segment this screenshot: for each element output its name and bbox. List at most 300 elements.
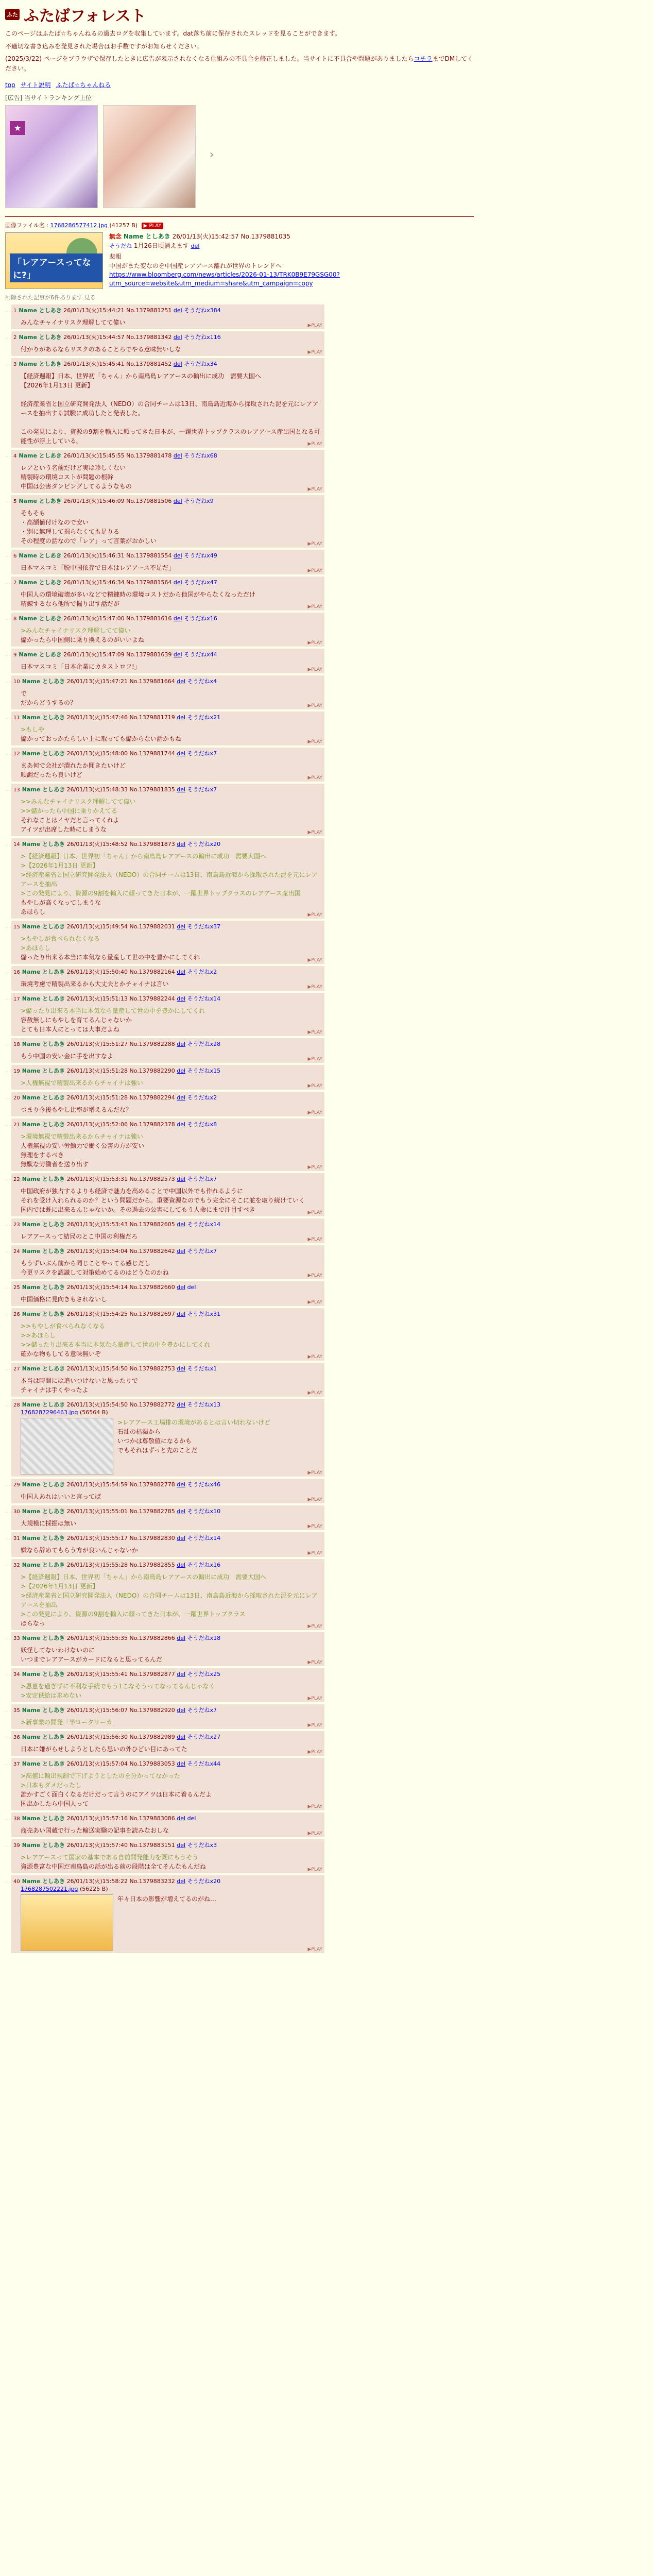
reply-sodane[interactable]: そうだねx44 [187, 1760, 221, 1768]
reply-body [21, 626, 321, 645]
reply-del-link[interactable]: del [177, 841, 186, 848]
reply-index: 19 [13, 1069, 20, 1075]
reply-line: あほらし [21, 908, 46, 916]
reply-play-button[interactable]: ▶PLAY [307, 1551, 322, 1556]
reply-del-link[interactable]: del [177, 1508, 186, 1515]
reply-del-link[interactable]: del [173, 334, 182, 341]
reply-del-link[interactable]: del [177, 714, 186, 721]
reply-number[interactable]: No.1379881719 [129, 714, 175, 721]
reply-play-button[interactable]: ▶PLAY [307, 1624, 322, 1630]
reply-body [21, 463, 321, 491]
reply-play-button[interactable]: ▶PLAY [307, 1524, 322, 1530]
reply-header [13, 1815, 321, 1823]
reply-play-button[interactable]: ▶PLAY [307, 541, 322, 547]
reply-play-button[interactable]: ▶PLAY [307, 442, 322, 447]
op-expire: 1月26日頃消えます [133, 242, 189, 249]
reply-number[interactable]: No.1379881616 [126, 615, 172, 622]
reply-number[interactable]: No.1379882778 [129, 1481, 175, 1488]
op-sodane[interactable]: そうだね [109, 242, 132, 249]
reply-sodane[interactable]: そうだねx46 [187, 1481, 221, 1488]
reply-number[interactable]: No.1379881873 [129, 841, 175, 848]
reply-play-button[interactable]: ▶PLAY [307, 775, 322, 781]
reply-sodane[interactable]: そうだねx68 [184, 452, 217, 460]
reply-datetime: 26/01/13(火)15:46:09 [63, 498, 125, 505]
reply-sodane[interactable]: そうだねx20 [187, 841, 221, 848]
op-subheader [109, 242, 474, 250]
reply-line: >高値に輸出規制で下げようとしたのを分かってなかった [21, 1772, 181, 1780]
reply-number[interactable]: No.1379881478 [126, 452, 172, 460]
reply-index: 12 [13, 751, 20, 757]
reply-sodane[interactable]: そうだねx21 [187, 714, 221, 721]
reply-sodane[interactable]: そうだねx15 [187, 1067, 221, 1075]
reply-sodane[interactable]: そうだねx34 [184, 361, 217, 368]
reply-line: 付かりがあるならリスクのあることろでやる意味無いしな [21, 346, 181, 353]
reply-post [11, 1118, 324, 1171]
reply-del-link[interactable]: del [177, 1671, 186, 1678]
op-thumbnail[interactable] [5, 232, 103, 289]
reply-body [21, 1744, 321, 1754]
reply-del-link[interactable]: del [177, 1842, 186, 1849]
reply-number[interactable]: No.1379882830 [129, 1535, 175, 1542]
reply-datetime: 26/01/13(火)15:47:46 [66, 714, 128, 721]
reply-index: 18 [13, 1042, 20, 1048]
reply-play-button[interactable]: ▶PLAY [307, 912, 322, 918]
reply-play-button[interactable]: ▶PLAY [307, 958, 322, 963]
reply-body [21, 934, 321, 962]
reply-number[interactable]: No.1379881342 [126, 334, 172, 341]
reply-wrap [5, 304, 324, 329]
op-number[interactable]: No.1379881035 [240, 233, 290, 241]
reply-index: 39 [13, 1843, 20, 1849]
reply-sodane[interactable]: そうだねx116 [184, 334, 221, 341]
reply-sodane[interactable]: del [187, 1815, 196, 1822]
reply-del-link[interactable]: del [173, 452, 182, 460]
reply-name: Name としあき [19, 361, 62, 368]
reply-play-button[interactable]: ▶PLAY [307, 350, 322, 355]
reply-line: 無駄な労働者を送り出す [21, 1161, 89, 1168]
reply-number[interactable]: No.1379883232 [129, 1878, 175, 1885]
reply-number[interactable]: No.1379882753 [129, 1365, 175, 1372]
reply-index: 37 [13, 1761, 20, 1768]
reply-body [21, 1826, 321, 1835]
reply-wrap [5, 577, 324, 611]
reply-sodane[interactable]: そうだねx14 [187, 995, 221, 1003]
reply-body [21, 1052, 321, 1061]
reply-sodane[interactable]: そうだねx16 [184, 615, 217, 622]
reply-sodane[interactable]: そうだねx7 [187, 1707, 217, 1714]
reply-sodane[interactable]: そうだねx10 [187, 1508, 221, 1515]
reply-play-button[interactable]: ▶PLAY [307, 1354, 322, 1360]
reply-line: 今更リスクを認識して対策始めてるのはどうなのかね [21, 1269, 169, 1277]
site-logo-icon[interactable]: ふた [5, 9, 20, 20]
reply-gutter-icon: … [5, 1310, 11, 1317]
reply-play-button[interactable]: ▶PLAY [307, 1723, 322, 1728]
reply-body [21, 371, 321, 446]
reply-del-link[interactable]: del [177, 786, 186, 793]
reply-del-link[interactable]: del [177, 1734, 186, 1741]
reply-play-button[interactable]: ▶PLAY [307, 487, 322, 493]
reply-play-button[interactable]: ▶PLAY [307, 1804, 322, 1810]
reply-sodane[interactable]: そうだねx28 [187, 1041, 221, 1048]
reply-play-button[interactable]: ▶PLAY [307, 739, 322, 745]
reply-number[interactable]: No.1379881564 [126, 579, 172, 586]
reply-sodane[interactable]: そうだねx14 [187, 1221, 221, 1228]
reply-number[interactable]: No.1379882605 [129, 1221, 175, 1228]
reply-datetime: 26/01/13(火)15:47:09 [63, 651, 125, 658]
reply-del-link[interactable]: del [177, 1221, 186, 1228]
reply-play-button[interactable]: ▶PLAY [307, 1237, 322, 1243]
reply-line: 誰かすごく面白くなるだけだって言うのにアイツは日本に着るんだよ [21, 1791, 212, 1799]
reply-sodane[interactable]: そうだねx384 [184, 307, 221, 314]
reply-play-button[interactable]: ▶PLAY [307, 703, 322, 709]
reply-del-link[interactable]: del [177, 1535, 186, 1542]
reply-number[interactable]: No.1379882164 [129, 969, 175, 976]
reply-play-button[interactable]: ▶PLAY [307, 1470, 322, 1476]
reply-header [13, 677, 321, 686]
reply-datetime: 26/01/13(火)15:55:01 [66, 1508, 128, 1515]
reply-play-button[interactable]: ▶PLAY [307, 1696, 322, 1702]
reply-header [13, 497, 321, 505]
reply-index: 31 [13, 1536, 20, 1542]
reply-body [21, 689, 321, 707]
reply-number[interactable]: No.1379882989 [129, 1734, 175, 1741]
reply-gutter-icon: … [5, 1221, 11, 1228]
reply-sodane[interactable]: そうだねx9 [184, 498, 214, 505]
reply-number[interactable]: No.1379882920 [129, 1707, 175, 1714]
reply-del-link[interactable]: del [177, 1481, 186, 1488]
reply-del-link[interactable]: del [177, 1176, 186, 1183]
reply-sodane[interactable]: そうだねx2 [187, 969, 217, 976]
op-line: 悲報 [109, 253, 122, 261]
reply-number[interactable]: No.1379882660 [129, 1284, 175, 1291]
reply-number[interactable]: No.1379882866 [129, 1635, 175, 1642]
reply-number[interactable]: No.1379881506 [126, 498, 172, 505]
reply-name: Name としあき [19, 615, 62, 622]
op-post [5, 232, 474, 289]
reply-sodane[interactable]: そうだねx16 [187, 1562, 221, 1569]
reply-datetime: 26/01/13(火)15:53:31 [66, 1176, 128, 1183]
reply-datetime: 26/01/13(火)15:52:06 [66, 1121, 128, 1128]
reply-index: 35 [13, 1708, 20, 1714]
reply-play-button[interactable]: ▶PLAY [307, 667, 322, 673]
reply-gutter-icon: … [5, 1877, 11, 1885]
reply-number[interactable]: No.1379882288 [129, 1041, 175, 1048]
reply-sodane[interactable]: そうだねx8 [187, 1121, 217, 1128]
reply-sodane[interactable]: そうだねx3 [187, 1842, 217, 1849]
reply-gutter-icon: … [5, 1401, 11, 1408]
reply-play-button[interactable]: ▶PLAY [307, 1210, 322, 1216]
reply-number[interactable]: No.1379881744 [129, 750, 175, 757]
reply-post [11, 838, 324, 919]
reply-wrap [5, 1092, 324, 1116]
reply-name: Name としあき [22, 1707, 65, 1714]
reply-del-link[interactable]: del [177, 1878, 186, 1885]
reply-play-button[interactable]: ▶PLAY [307, 1867, 322, 1873]
reply-number[interactable]: No.1379882294 [129, 1094, 175, 1101]
reply-play-button[interactable]: ▶PLAY [307, 1165, 322, 1171]
reply-play-button[interactable]: ▶PLAY [307, 1110, 322, 1116]
reply-sodane[interactable]: そうだねx4 [187, 678, 217, 685]
reply-del-link[interactable]: del [173, 651, 182, 658]
reply-number[interactable]: No.1379882244 [129, 995, 175, 1003]
reply-wrap [5, 1704, 324, 1729]
reply-datetime: 26/01/13(火)15:50:40 [66, 969, 128, 976]
reply-gutter-icon: … [5, 307, 11, 314]
reply-datetime: 26/01/13(火)15:53:43 [66, 1221, 128, 1228]
reply-number[interactable]: No.1379882697 [129, 1311, 175, 1318]
reply-del-link[interactable]: del [177, 923, 186, 930]
op-del-link[interactable]: del [191, 242, 200, 249]
reply-datetime: 26/01/13(火)15:57:16 [66, 1815, 128, 1822]
reply-play-button[interactable]: ▶PLAY [307, 604, 322, 610]
reply-line: >【経済週報】日本、世界初「ちゃん」から南鳥島レアアースの輸出に成功 需要大国へ [21, 1573, 267, 1581]
reply-line: 経済産業省と国立研究開発法人（NEDO）の合同チームは13日、南鳥島近海から採取された泥を元にレアアースを抽出する試験に成功したと発表した。 [21, 400, 319, 417]
contact-link[interactable]: コチラ [414, 55, 433, 63]
reply-play-button[interactable]: ▶PLAY [307, 1273, 322, 1279]
reply-name: Name としあき [19, 552, 62, 560]
reply-play-button[interactable]: ▶PLAY [307, 1083, 322, 1089]
reply-play-button[interactable]: ▶PLAY [307, 1391, 322, 1396]
reply-index: 33 [13, 1636, 20, 1642]
reply-index: 36 [13, 1735, 20, 1741]
reply-line: 【2026年1月13日 更新】 [21, 382, 94, 389]
reply-file-link[interactable]: 1768287296463.jpg [21, 1409, 78, 1416]
reply-del-link[interactable]: del [177, 1815, 186, 1822]
reply-number[interactable]: No.1379882290 [129, 1067, 175, 1075]
reply-gutter-icon: … [5, 452, 11, 459]
reply-del-link[interactable]: del [173, 498, 182, 505]
reply-header [13, 1040, 321, 1048]
reply-sodane[interactable]: そうだねx44 [184, 651, 217, 658]
reply-play-button[interactable]: ▶PLAY [307, 1497, 322, 1503]
reply-number[interactable]: No.1379883086 [129, 1815, 175, 1822]
reply-header [13, 995, 321, 1003]
reply-del-link[interactable]: del [177, 1094, 186, 1101]
nav-top-link[interactable]: top [5, 81, 15, 89]
reply-body [21, 1105, 321, 1114]
reply-sodane[interactable]: そうだねx20 [187, 1878, 221, 1885]
intro-text-3a: (2025/3/22) ページをブラウザで保存したときに広告が表示されなくなる仕組みの不具合を修正しました。当サイトに不具合や問題がありましたら [5, 55, 414, 63]
reply-sodane[interactable]: del [187, 1284, 196, 1291]
reply-del-link[interactable]: del [177, 750, 186, 757]
reply-sodane[interactable]: そうだねx7 [187, 1176, 217, 1183]
reply-index: 24 [13, 1249, 20, 1255]
reply-del-link[interactable]: del [177, 1635, 186, 1642]
op-text [109, 252, 474, 289]
reply-line: みんなチャイナリスク理解してて偉い [21, 319, 126, 327]
reply-play-button[interactable]: ▶PLAY [307, 1030, 322, 1036]
reply-number[interactable]: No.1379883151 [129, 1842, 175, 1849]
reply-thumbnail[interactable] [21, 1418, 113, 1475]
reply-del-link[interactable]: del [177, 995, 186, 1003]
reply-del-link[interactable]: del [173, 552, 182, 560]
reply-body [21, 1006, 321, 1034]
reply-wrap [5, 748, 324, 782]
reply-number[interactable]: No.1379883053 [129, 1760, 175, 1768]
reply-index: 21 [13, 1122, 20, 1128]
reply-sodane[interactable]: そうだねx1 [187, 1365, 217, 1372]
op-file-label: 画像ファイル名 : [5, 222, 48, 229]
reply-wrap [5, 331, 324, 356]
nav-about-link[interactable]: サイト説明 [20, 81, 51, 89]
reply-wrap [5, 450, 324, 493]
reply-body [21, 1572, 321, 1628]
reply-name: Name としあき [22, 1041, 65, 1048]
reply-sodane[interactable]: そうだねx27 [187, 1734, 221, 1741]
nav-futaba-link[interactable]: ふたば☆ちゃんねる [56, 81, 111, 89]
reply-body [21, 1546, 321, 1555]
reply-number[interactable]: No.1379882785 [129, 1508, 175, 1515]
reply-index: 26 [13, 1312, 20, 1318]
reply-sodane[interactable]: そうだねx47 [184, 579, 217, 586]
reply-file-info [21, 1886, 321, 1892]
reply-body [21, 1321, 321, 1359]
reply-line: >>儲かったら中国に乗りかえてる [21, 807, 118, 815]
reply-number[interactable]: No.1379882772 [129, 1401, 175, 1409]
reply-play-button[interactable]: ▶PLAY [307, 1660, 322, 1666]
reply-post [11, 1758, 324, 1810]
reply-gutter-icon: … [5, 579, 11, 586]
reply-sodane[interactable]: そうだねx49 [184, 552, 217, 560]
reply-number[interactable]: No.1379882642 [129, 1248, 175, 1255]
reply-line [21, 418, 321, 427]
reply-file-size: (56225 B) [80, 1886, 108, 1893]
reply-number[interactable]: No.1379882378 [129, 1121, 175, 1128]
reply-thumbnail[interactable] [21, 1894, 113, 1951]
op-play-button[interactable]: ▶ PLAY [142, 223, 164, 229]
reply-datetime: 26/01/13(火)15:48:00 [66, 750, 128, 757]
reply-del-link[interactable]: del [173, 615, 182, 622]
reply-number[interactable]: No.1379881251 [126, 307, 172, 314]
reply-play-button[interactable]: ▶PLAY [307, 1300, 322, 1306]
deleted-notice[interactable]: 削除された記事が6件あります.見る [5, 294, 96, 301]
reply-header [13, 1706, 321, 1715]
reply-sodane[interactable]: そうだねx18 [187, 1635, 221, 1642]
reply-number[interactable]: No.1379881835 [129, 786, 175, 793]
reply-play-button[interactable]: ▶PLAY [307, 985, 322, 990]
reply-number[interactable]: No.1379881664 [129, 678, 175, 685]
reply-post [11, 675, 324, 709]
reply-number[interactable]: No.1379881639 [126, 651, 172, 658]
carousel-slide[interactable] [103, 105, 196, 208]
reply-sodane[interactable]: そうだねx14 [187, 1535, 221, 1542]
reply-del-link[interactable]: del [177, 1760, 186, 1768]
reply-sodane[interactable]: そうだねx13 [187, 1401, 221, 1409]
reply-gutter-icon: … [5, 497, 11, 504]
ranking-title: [広告] 当サイトランキング上位 [5, 94, 92, 102]
reply-del-link[interactable]: del [177, 678, 186, 685]
reply-del-link[interactable]: del [177, 1365, 186, 1372]
reply-name: Name としあき [19, 307, 62, 314]
reply-line: レアアースって結局のとこ中国の利権だろ [21, 1233, 138, 1241]
reply-del-link[interactable]: del [177, 1121, 186, 1128]
reply-sodane[interactable]: そうだねx31 [187, 1311, 221, 1318]
reply-line: 精錬するなら他所で掘り出す話だが [21, 600, 120, 608]
reply-name: Name としあき [22, 1067, 65, 1075]
reply-index: 40 [13, 1879, 20, 1885]
reply-del-link[interactable]: del [173, 307, 182, 314]
reply-line: >みんなチャイナリスク理解してて偉い [21, 627, 131, 635]
reply-wrap [5, 550, 324, 574]
reply-del-link[interactable]: del [177, 969, 186, 976]
reply-play-button[interactable]: ▶PLAY [307, 1057, 322, 1062]
reply-line: 妖怪してないわけないのに [21, 1647, 95, 1654]
reply-post [11, 1363, 324, 1397]
reply-wrap [5, 613, 324, 647]
reply-play-button[interactable]: ▶PLAY [307, 568, 322, 574]
reply-index: 14 [13, 842, 20, 848]
reply-del-link[interactable]: del [173, 361, 182, 368]
reply-sodane[interactable]: そうだねx2 [187, 1094, 217, 1101]
reply-number[interactable]: No.1379882877 [129, 1671, 175, 1678]
carousel-next-icon[interactable]: › [209, 148, 214, 162]
reply-datetime: 26/01/13(火)15:57:04 [66, 1760, 128, 1768]
reply-del-link[interactable]: del [177, 1067, 186, 1075]
reply-line: 儲かったら中国側に乗り換えるのがいいよね [21, 636, 145, 644]
reply-name: Name としあき [22, 1562, 65, 1569]
reply-index: 10 [13, 679, 20, 685]
reply-del-link[interactable]: del [177, 1707, 186, 1714]
reply-number[interactable]: No.1379882031 [129, 923, 175, 930]
reply-name: Name としあき [22, 786, 65, 793]
reply-header [13, 786, 321, 794]
site-title[interactable]: ふたばフォレスト [24, 7, 146, 25]
reply-sodane[interactable]: そうだねx25 [187, 1671, 221, 1678]
ranking-carousel [5, 105, 314, 208]
reply-name: Name としあき [19, 334, 62, 341]
reply-line: 本当は時間には追いつけないと思ったりで [21, 1377, 139, 1385]
reply-line: >もしや [21, 726, 45, 734]
reply-del-link[interactable]: del [177, 1284, 186, 1291]
reply-del-link[interactable]: del [177, 1041, 186, 1048]
op-file-link[interactable]: 1768286577412.jpg [50, 222, 108, 229]
reply-play-button[interactable]: ▶PLAY [307, 1831, 322, 1837]
reply-number[interactable]: No.1379882855 [129, 1562, 175, 1569]
reply-line: >経済産業省と国立研究開発法人（NEDO）の合同チームは13日、南鳥島近海から採取された泥を元にレアアースを抽出 [21, 1592, 318, 1609]
reply-line: もう中国の安い金に手を出すなよ [21, 1053, 114, 1060]
reply-play-button[interactable]: ▶PLAY [307, 1947, 322, 1953]
reply-line: >安定供給は求めない [21, 1692, 82, 1700]
reply-post [11, 1173, 324, 1216]
reply-play-button[interactable]: ▶PLAY [307, 1750, 322, 1755]
intro-text-3b: までDMしてください。 [5, 55, 474, 72]
reply-play-button[interactable]: ▶PLAY [307, 830, 322, 836]
reply-del-link[interactable]: del [177, 1401, 186, 1409]
reply-post [11, 1281, 324, 1306]
reply-index: 32 [13, 1563, 20, 1569]
reply-play-button[interactable]: ▶PLAY [307, 323, 322, 329]
reply-play-button[interactable]: ▶PLAY [307, 640, 322, 646]
reply-sodane[interactable]: そうだねx7 [187, 786, 217, 793]
reply-file-link[interactable]: 1768287502221.jpg [21, 1886, 78, 1893]
reply-post [11, 921, 324, 964]
reply-del-link[interactable]: del [177, 1311, 186, 1318]
reply-del-link[interactable]: del [177, 1248, 186, 1255]
carousel-slide[interactable] [5, 105, 98, 208]
reply-sodane[interactable]: そうだねx7 [187, 750, 217, 757]
reply-del-link[interactable]: del [173, 579, 182, 586]
reply-number[interactable]: No.1379882573 [129, 1176, 175, 1183]
reply-name: Name としあき [22, 1760, 65, 1768]
reply-del-link[interactable]: del [177, 1562, 186, 1569]
reply-datetime: 26/01/13(火)15:56:07 [66, 1707, 128, 1714]
op-url-link[interactable]: https://www.bloomberg.com/news/articles/2026-01-13/TRK0B9E79GSG00?utm_source=website&utm_medium=share&utm_campaign=copy [109, 270, 340, 287]
reply-number[interactable]: No.1379881452 [126, 361, 172, 368]
reply-number[interactable]: No.1379881554 [126, 552, 172, 560]
reply-sodane[interactable]: そうだねx7 [187, 1248, 217, 1255]
reply-sodane[interactable]: そうだねx37 [187, 923, 221, 930]
reply-index: 2 [13, 335, 17, 341]
